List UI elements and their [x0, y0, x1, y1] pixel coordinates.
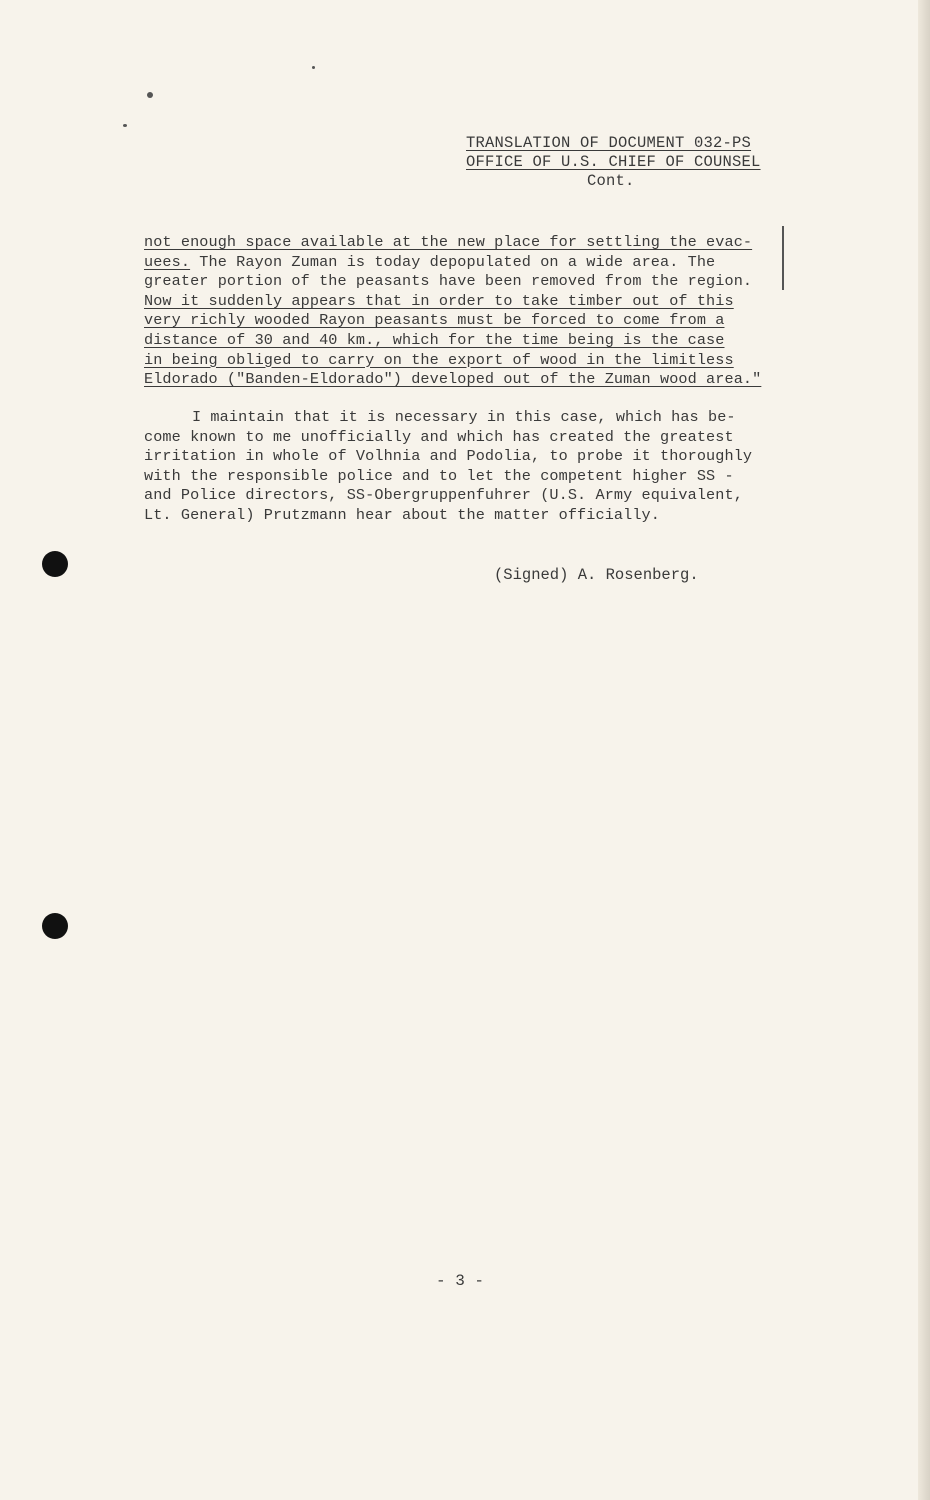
paragraph-1-line: distance of 30 and 40 km., which for the time being is the case [144, 330, 725, 349]
paragraph-2-line: come known to me unofficially and which has created the greatest [144, 427, 734, 446]
punch-hole [42, 913, 68, 939]
paper-speck [123, 124, 127, 127]
paragraph-1-line: very richly wooded Rayon peasants must be forced to come from a [144, 311, 725, 330]
paragraph-1-line: Eldorado ("Banden-Eldorado") developed out of the Zuman wood area." [144, 370, 762, 389]
paragraph-1-line: in being obliged to carry on the export of wood in the limitless [144, 350, 734, 369]
header-office: OFFICE OF U.S. CHIEF OF COUNSEL [466, 153, 761, 171]
paragraph-1-line: not enough space available at the new place for settling the evac- [144, 233, 753, 251]
paragraph-2 [144, 408, 784, 526]
paragraph-2-line: irritation in whole of Volhnia and Podolia, to probe it thoroughly [144, 447, 753, 466]
punch-hole [42, 551, 68, 577]
paragraph-1-line: uees. The Rayon Zuman is today depopulated on a wide area. The [144, 252, 716, 271]
paragraph-2-line: with the responsible police and to let the competent higher SS - [144, 466, 734, 485]
paper-speck [147, 92, 153, 98]
paragraph-1-line: greater portion of the peasants have been removed from the region. [144, 272, 753, 291]
paragraph-2-line: I maintain that it is necessary in this case, which has be- [192, 408, 736, 426]
paragraph-1-line: Now it suddenly appears that in order to take timber out of this [144, 291, 734, 310]
page-edge [918, 0, 930, 1500]
paragraph-2-line: and Police directors, SS-Obergruppenfuhrer (U.S. Army equivalent, [144, 486, 743, 505]
header-cont: Cont. [587, 172, 635, 190]
paragraph-1 [144, 233, 784, 390]
paragraph-2-line: Lt. General) Prutzmann hear about the matter officially. [144, 505, 660, 524]
signature: (Signed) A. Rosenberg. [494, 566, 699, 584]
page-number: - 3 - [436, 1272, 485, 1290]
paper-speck [312, 66, 315, 69]
document-header [466, 134, 766, 191]
header-title: TRANSLATION OF DOCUMENT 032-PS [466, 134, 752, 152]
